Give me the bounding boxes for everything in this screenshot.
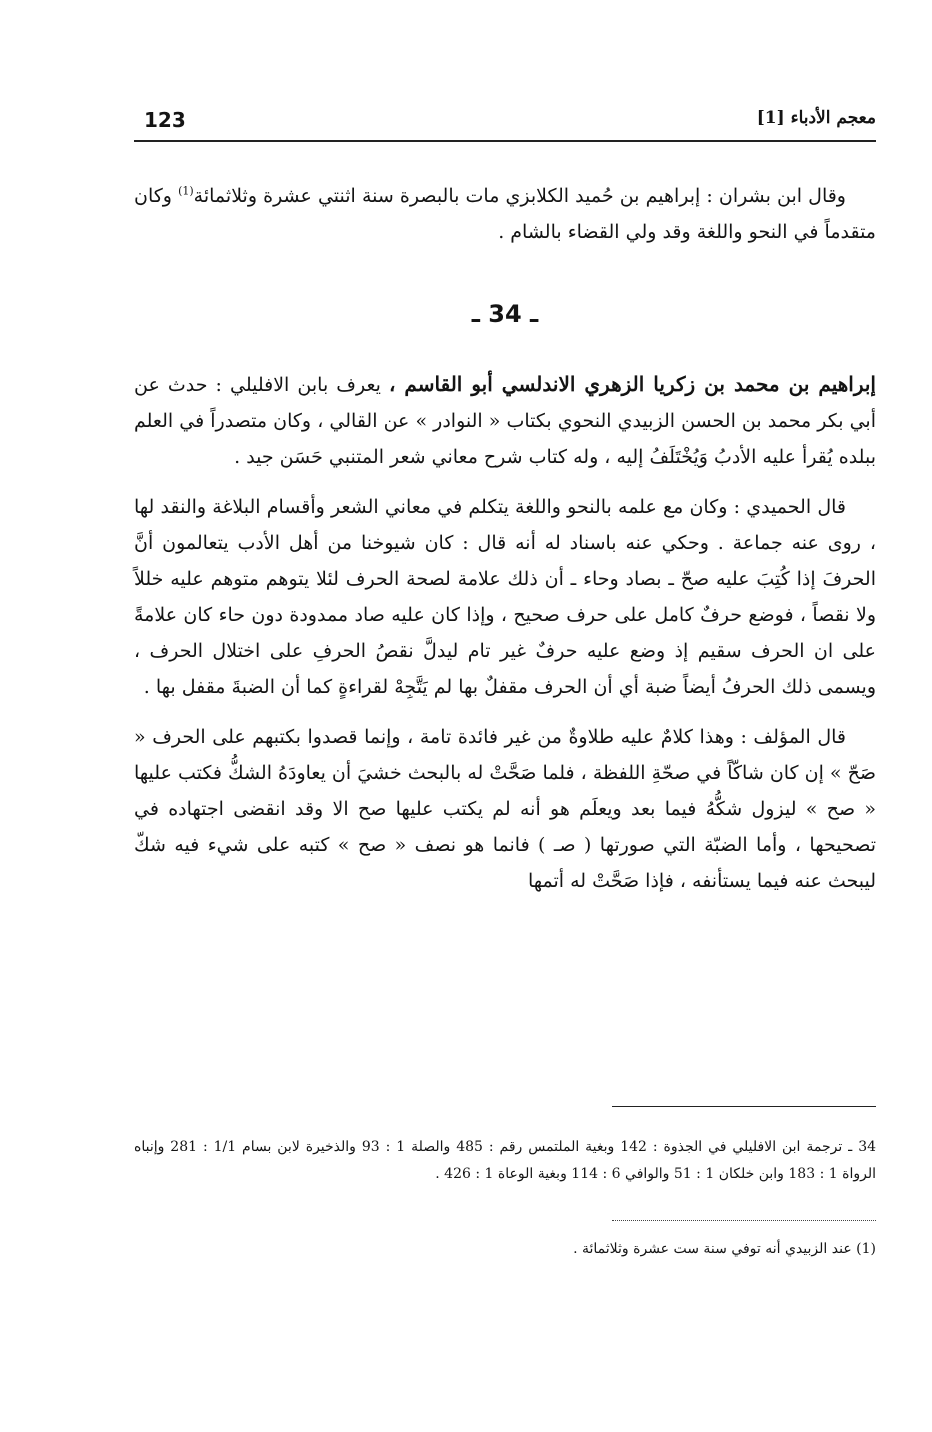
footnote-marker: (1)	[178, 184, 194, 198]
running-title: معجم الأدباء [1]	[756, 108, 876, 128]
header-rule	[134, 140, 876, 142]
entry-paragraph-1	[134, 366, 876, 475]
page-number: 123	[144, 108, 186, 132]
intro-text-continued: وكان متقدماً في النحو واللغة وقد ولي القضاء بالشام .	[134, 185, 876, 243]
entry-body	[134, 366, 876, 899]
sources-footnote: 34 ـ ترجمة ابن الافليلي في الجذوة : 142 وبغية الملتمس رقم : 485 والصلة 1 : 93 والذخيرة لابن بسام 1/1 : 281 وإنباه الرواة 1 : 183 وابن خلكان 1 : 51 والوافي 6 : 114 وبغية الوعاة 1 : 426 .	[134, 1139, 877, 1182]
entry-number: ـ 34 ـ	[471, 300, 539, 328]
entry-paragraph-3: قال المؤلف : وهذا كلامٌ عليه طلاوةٌ من غير فائدة تامة ، وإنما قصدوا بكتبهم على الحرف « صَحّ » إن كان شاكّاً في صحّةِ اللفظة ، فلما صَحَّتْ له بالبحث خشيَ أن يعاودَهُ الشكُّ فكتب عليها « صح » ليزول شكُّهُ فيما بعد ويعلَم هو أنه لم يكتب عليها صح الا وقد انقضى اجتهاده في تصحيحها ، وأما الضبّة التي صورتها ( صـ ) فانما هو نصف « صح » كتبه على شيء فيه شكّ ليبحث عنه فيما يستأنفه ، فإذا صَحَّتْ له أتمها	[134, 726, 876, 892]
running-header	[134, 104, 876, 138]
footnote-rule	[612, 1106, 876, 1107]
intro-text: وقال ابن بشران : إبراهيم بن حُميد الكلابزي مات بالبصرة سنة اثنتي عشرة وثلاثمائة	[193, 185, 846, 207]
entry-paragraph-2: قال الحميدي : وكان مع علمه بالنحو واللغة يتكلم في معاني الشعر وأقسام البلاغة والنقد لها ، روى عنه جماعة . وحكي عنه باسناد له أنه قال : كان شيوخنا من أهل الأدب يتعالمون أنَّ الحرفَ إذا كُتِبَ عليه صحّ ـ بصاد وحاء ـ أن ذلك علامة لصحة الحرف لئلا يتوهم متوهم عليه خللاً ولا نقصاً ، فوضع حرفٌ كامل على حرف صحيح ، وإذا كان عليه صاد ممدودة دون حاء كان علامةً على ان الحرف سقيم إذ وضع عليه حرفٌ غير تام ليدلَّ نقصُ الحرفِ على اختلال الحرف ، ويسمى ذلك الحرفُ أيضاً ضبة أي أن الحرف مقفلٌ بها لم يَتَّجِهْ لقراءةٍ كما أن الضبةَ مقفل بها .	[134, 496, 876, 698]
intro-paragraph	[134, 178, 876, 250]
entry-paragraph-1-text: يعرف بابن الافليلي : حدث عن أبي بكر محمد بن الحسن الزبيدي النحوي بكتاب « النوادر » عن القالي ، وكان متصدراً في العلم ببلده يُقرأ عليه الأدبُ وَيُخْتَلَفُ إليه ، وله كتاب شرح معاني شعر المتنبي حَسَن جيد .	[134, 374, 876, 468]
footnote-1: (1) عند الزبيدي أنه توفي سنة ست عشرة وثلاثمائة .	[573, 1241, 876, 1257]
dotted-rule	[612, 1220, 876, 1221]
entry-name: إبراهيم بن محمد بن زكريا الزهري الاندلسي أبو القاسم ،	[388, 372, 876, 396]
